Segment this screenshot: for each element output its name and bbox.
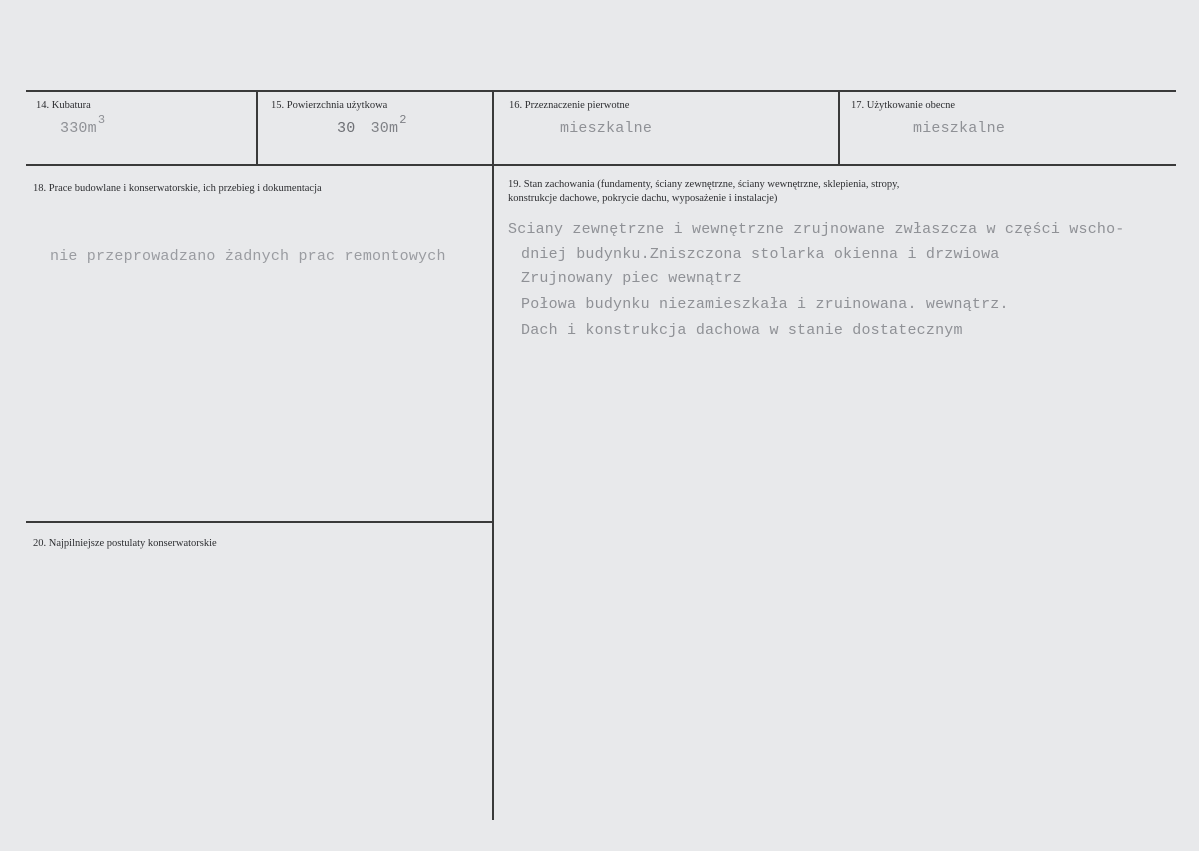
field-19-line: Dach i konstrukcja dachowa w stanie dostatecznym bbox=[521, 322, 963, 339]
field-20-label: 20. Najpilniejsze postulaty konserwatorskie bbox=[33, 538, 217, 549]
field-19-line: dniej budynku.Zniszczona stolarka okienna i drzwiowa bbox=[521, 246, 1000, 263]
field-16-value: mieszkalne bbox=[560, 120, 653, 137]
row-divider bbox=[26, 164, 1176, 166]
field-18-label: 18. Prace budowlane i konserwatorskie, ich przebieg i dokumentacja bbox=[33, 183, 322, 194]
field-15-label: 15. Powierzchnia użytkowa bbox=[271, 100, 388, 111]
field-17-value: mieszkalne bbox=[913, 120, 1006, 137]
field-15-number: 30m bbox=[370, 120, 399, 137]
field-19-line: Zrujnowany piec wewnątrz bbox=[521, 270, 742, 287]
field-16-label: 16. Przeznaczenie pierwotne bbox=[509, 100, 630, 111]
field-19-line: Połowa budynku niezamieszkała i zruinowana. wewnątrz. bbox=[521, 296, 1009, 313]
field-19-line: Sciany zewnętrzne i wewnętrzne zrujnowane zwłaszcza w części wscho- bbox=[508, 221, 1125, 238]
field-14-value bbox=[60, 113, 106, 137]
field-15-struck-value: 30 bbox=[337, 120, 356, 137]
field-14-superscript: 3 bbox=[97, 113, 106, 127]
col-divider-1 bbox=[256, 90, 258, 166]
field-14-label: 14. Kubatura bbox=[36, 100, 91, 111]
col-divider-3 bbox=[838, 90, 840, 166]
col-divider-2 bbox=[492, 90, 494, 820]
field-14-number: 330m bbox=[60, 120, 97, 137]
field-17-label: 17. Użytkowanie obecne bbox=[851, 100, 956, 111]
field-19-label-line2: konstrukcje dachowe, pokrycie dachu, wyposażenie i instalacje) bbox=[508, 193, 778, 204]
section-20-divider bbox=[26, 521, 492, 523]
field-15-value bbox=[337, 113, 407, 137]
top-rule bbox=[26, 90, 1176, 92]
field-19-label-line1: 19. Stan zachowania (fundamenty, ściany zewnętrzne, ściany wewnętrzne, sklepienia, stropy, bbox=[508, 179, 900, 190]
field-18-value: nie przeprowadzano żadnych prac remontowych bbox=[50, 248, 446, 265]
field-15-superscript: 2 bbox=[399, 113, 407, 127]
